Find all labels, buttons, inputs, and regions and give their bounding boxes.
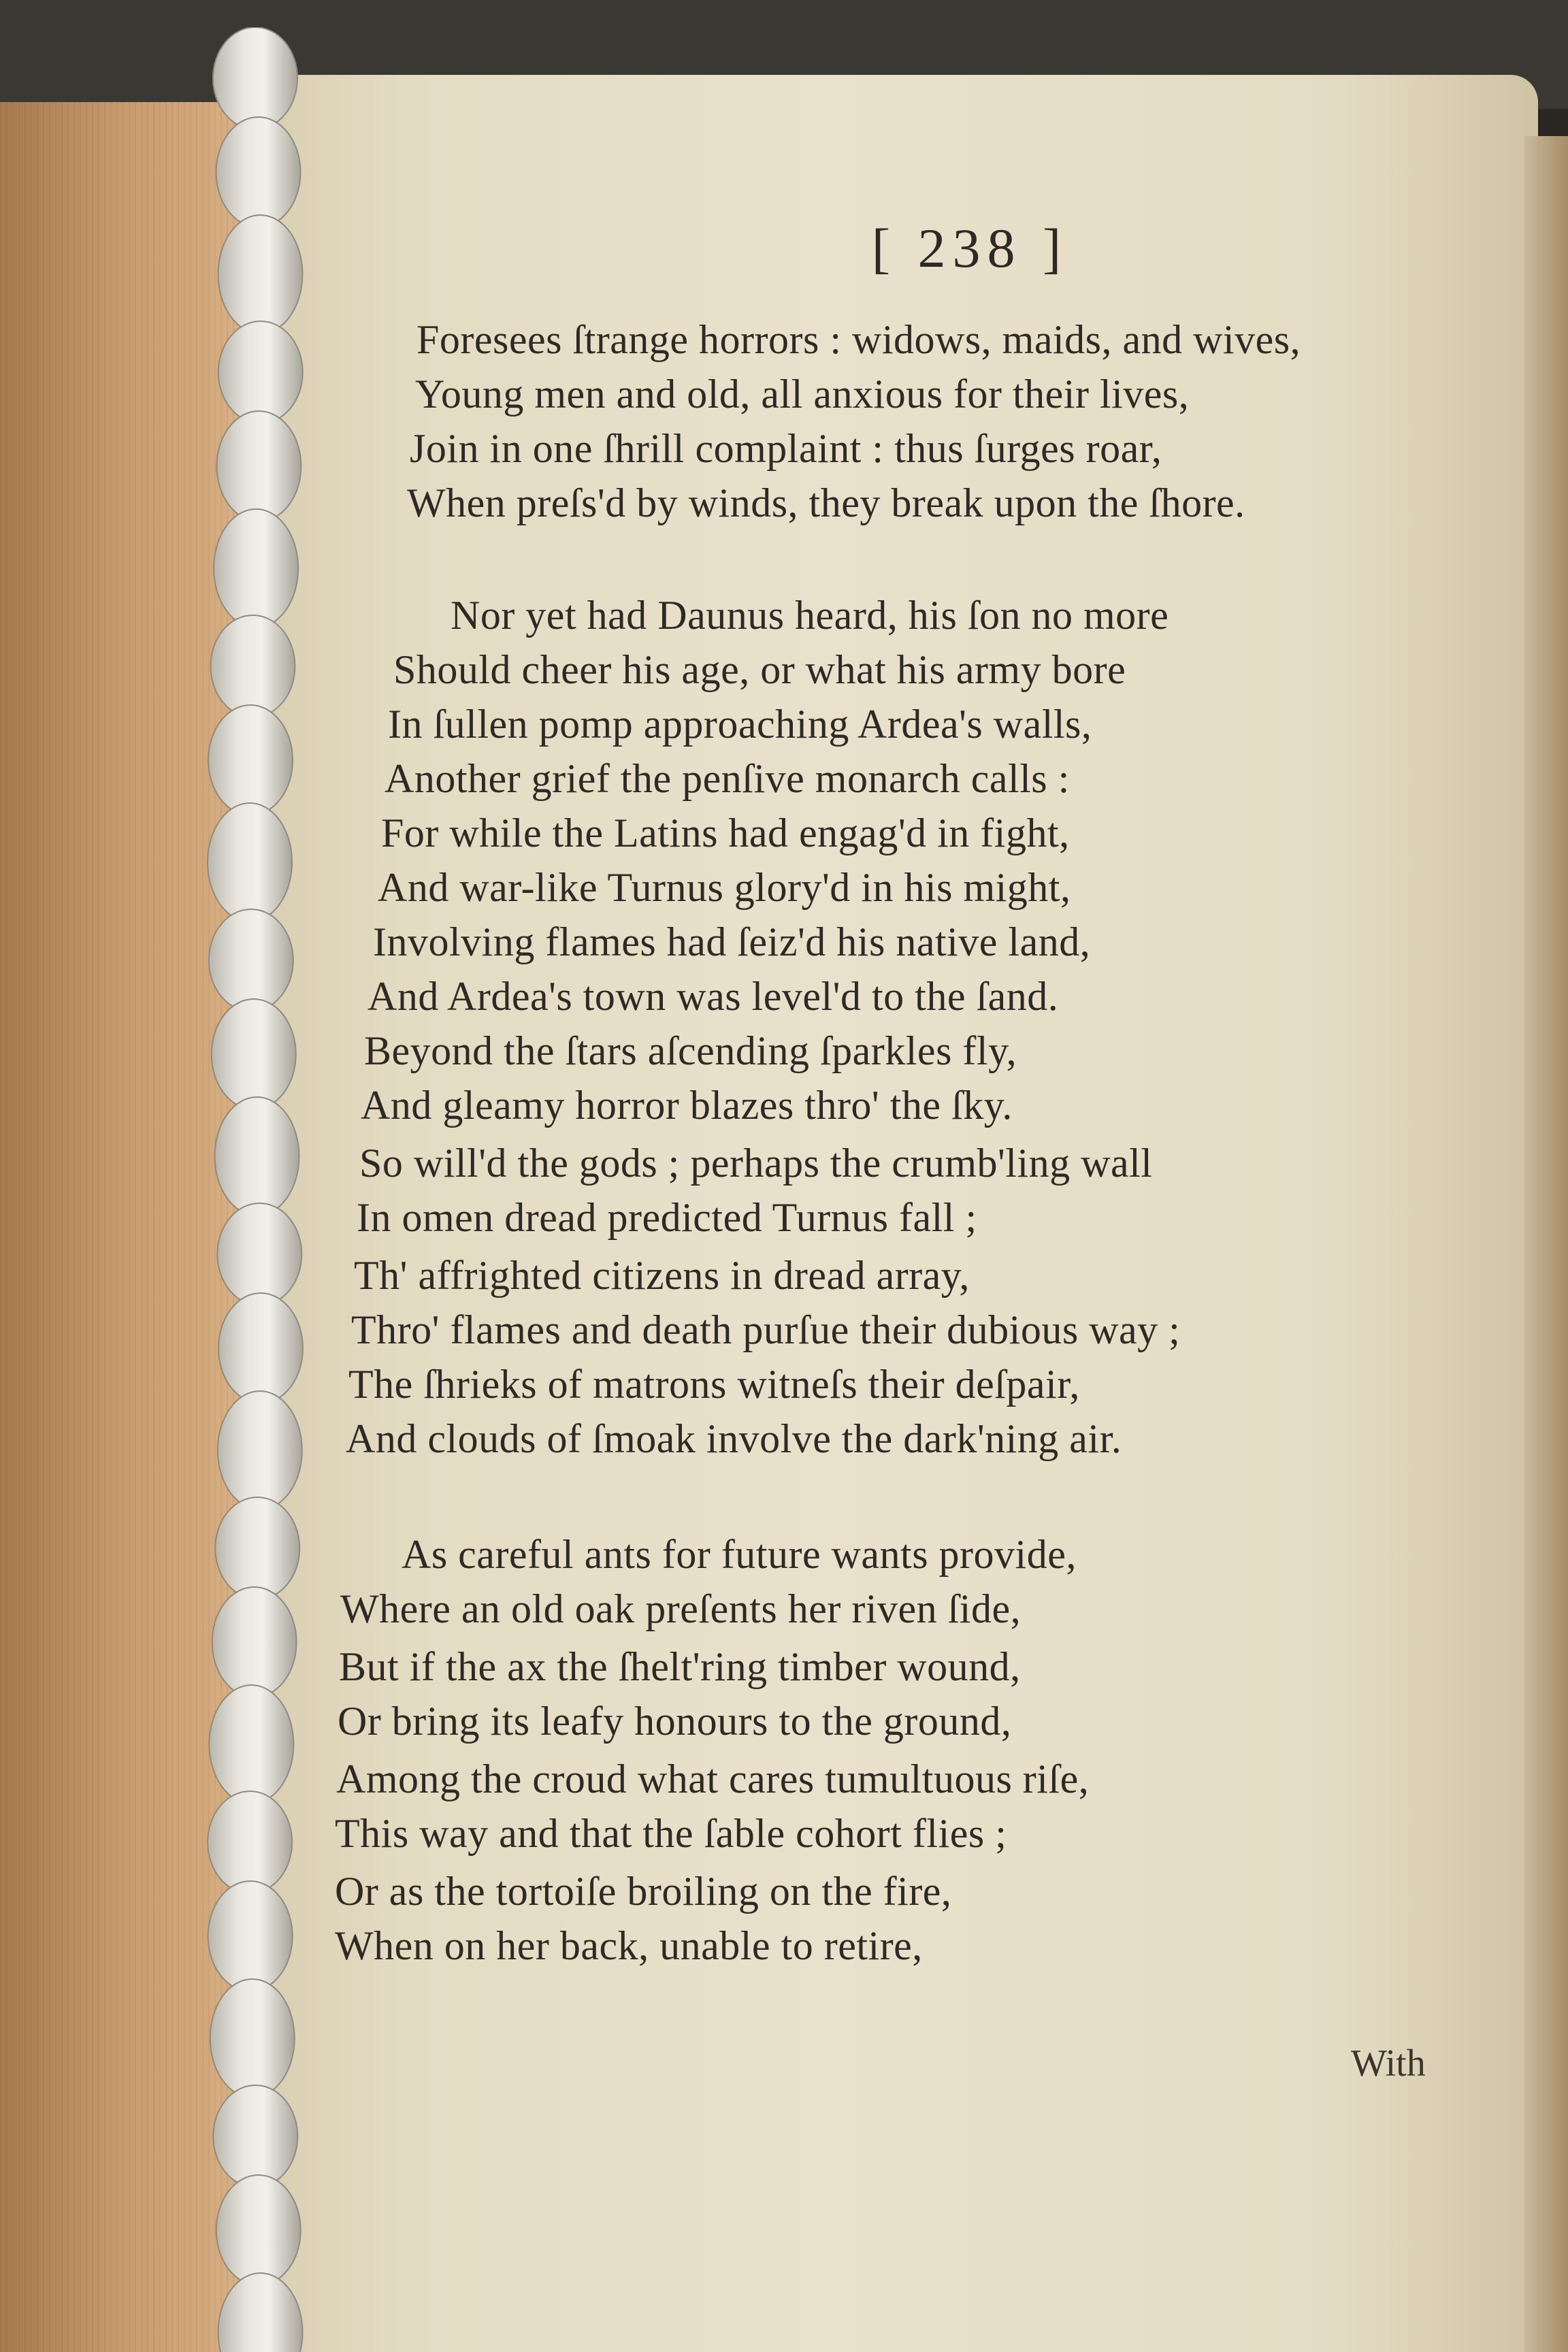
ribbon-bead xyxy=(218,1391,302,1509)
poem-line: Join in one ſhrill complaint : thus ſurges roar, xyxy=(410,426,1162,471)
poem-line: When on her back, unable to retire, xyxy=(335,1923,923,1968)
poem-line: For while the Latins had engag'd in fight, xyxy=(381,811,1070,855)
book-page xyxy=(245,75,1538,2352)
ribbon-bead xyxy=(214,1097,299,1215)
ribbon-bead xyxy=(214,509,298,627)
ribbon-bead xyxy=(210,615,295,717)
poem-line: The ſhrieks of matrons witneſs their deſpair, xyxy=(348,1362,1080,1407)
poem-line: Nor yet had Daunus heard, his ſon no more xyxy=(451,593,1169,638)
poem-line: Beyond the ſtars aſcending ſparkles fly, xyxy=(364,1028,1017,1073)
poem-line: Or bring its leafy honours to the ground, xyxy=(338,1699,1012,1744)
poem-line: And war-like Turnus glory'd in his might, xyxy=(378,865,1071,910)
page-edges-right xyxy=(1524,136,1568,2352)
page-number: [ 238 ] xyxy=(871,217,1068,279)
ribbon-bead xyxy=(212,1587,297,1697)
poem-line: This way and that the ſable cohort flies ; xyxy=(335,1811,1007,1856)
poem-line: But if the ax the ſhelt'ring timber wound, xyxy=(339,1644,1021,1689)
ribbon-bead xyxy=(218,215,302,333)
poem-line: In omen dread predicted Turnus fall ; xyxy=(357,1195,977,1240)
ribbon-bead xyxy=(217,1203,301,1305)
ribbon-bead xyxy=(216,117,301,227)
poem-line: Should cheer his age, or what his army bore xyxy=(393,647,1126,692)
ribbon-bead xyxy=(213,2085,297,2187)
ribbon-bead xyxy=(210,1979,295,2097)
poem-line: Where an old oak preſents her riven ſide, xyxy=(340,1586,1022,1631)
poem-line: Among the croud what cares tumultuous riſe, xyxy=(336,1757,1090,1801)
poem-line: In ſullen pomp approaching Ardea's walls, xyxy=(388,702,1092,747)
catchword: With xyxy=(1351,2042,1426,2085)
poem-line: And Ardea's town was level'd to the ſand. xyxy=(368,974,1059,1019)
poem-line: Young men and old, all anxious for their lives, xyxy=(415,372,1190,416)
ribbon-bead xyxy=(209,1685,293,1803)
ribbon-bead xyxy=(209,909,293,1011)
ribbon-bead xyxy=(218,2273,303,2352)
ribbon-bead xyxy=(212,999,296,1109)
ribbon-bead xyxy=(213,27,297,129)
ribbon-bead xyxy=(216,2175,301,2285)
ribbon-bead xyxy=(218,321,303,423)
ribbon-bead xyxy=(208,705,293,815)
poem-line: And clouds of ſmoak involve the dark'ning air. xyxy=(346,1416,1122,1461)
poem-line: Thro' flames and death purſue their dubious way ; xyxy=(351,1307,1181,1352)
bookmark-ribbon xyxy=(174,27,337,2352)
ribbon-bead xyxy=(216,411,301,521)
ribbon-bead xyxy=(215,1497,299,1599)
poem-line: So will'd the gods ; perhaps the crumb'ling wall xyxy=(359,1141,1153,1186)
poem-line: Th' affrighted citizens in dread array, xyxy=(354,1253,970,1298)
poem-line: Involving flames had ſeiz'd his native land, xyxy=(373,919,1091,964)
poem-line: When preſs'd by winds, they break upon the ſhore. xyxy=(407,480,1245,525)
ribbon-bead xyxy=(208,803,292,921)
ribbon-bead xyxy=(208,1881,293,1991)
ribbon-bead xyxy=(218,1293,303,1403)
poem-line: As careful ants for future wants provide, xyxy=(402,1532,1077,1577)
ribbon-bead xyxy=(208,1791,292,1893)
poem-line: Or as the tortoiſe broiling on the fire, xyxy=(335,1869,952,1914)
poem-line: Another grief the penſive monarch calls : xyxy=(385,756,1070,801)
poem-line: Foresees ſtrange horrors : widows, maids, and wives, xyxy=(416,317,1301,362)
poem-line: And gleamy horror blazes thro' the ſky. xyxy=(361,1083,1013,1128)
